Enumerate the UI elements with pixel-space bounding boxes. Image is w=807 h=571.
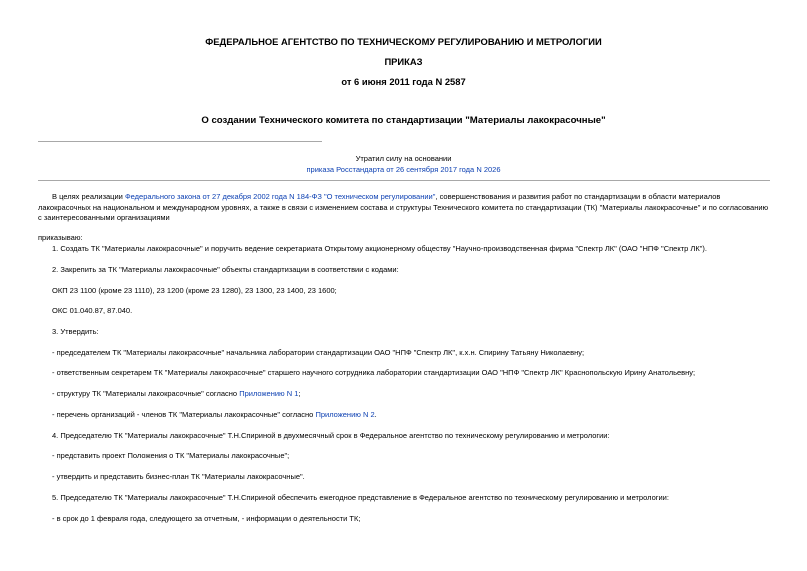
federal-law-link[interactable]: Федерального закона от 27 декабря 2002 года N 184-ФЗ "О техническом регулировании" [124,192,436,201]
item-secretary: - ответственным секретарем ТК "Материалы лакокрасочные" старшего научного сотрудника лаборатории стандартизации ОАО "НПФ "Спектр ЛК" Краснопольскую Ирину Анатольевну; [52,368,696,377]
agency-title: ФЕДЕРАЛЬНОЕ АГЕНТСТВО ПО ТЕХНИЧЕСКОМУ РЕГУЛИРОВАНИЮ И МЕТРОЛОГИИ [205,36,602,47]
repeal-order-link[interactable]: приказа Росстандарта от 26 сентября 2017 года N 2026 [306,165,501,174]
item-regulation-draft: - представить проект Положения о ТК "Материалы лакокрасочные"; [52,451,290,460]
item-structure [52,389,784,400]
appendix-2-link[interactable]: Приложению N 2 [315,410,375,419]
item-members-text: - перечень организаций - членов ТК "Материалы лакокрасочные" согласно [52,410,316,419]
doc-date-number: от 6 июня 2011 года N 2587 [341,76,466,87]
doc-type-title: ПРИКАЗ [384,56,423,67]
order-word: приказываю: [38,233,83,242]
divider-long [38,180,770,181]
divider-short [38,141,322,142]
item-members-end: . [374,410,377,419]
item-annual-info: - в срок до 1 февраля года, следующего за отчетным, - информации о деятельности ТК; [52,514,361,523]
item-business-plan: - утвердить и представить бизнес-план ТК "Материалы лакокрасочные". [52,472,305,481]
item-chairman: - председателем ТК "Материалы лакокрасочные" начальника лаборатории стандартизации ОАО "НПФ "Спектр ЛК", к.х.н. Спирину Татьяну Николаевну; [52,348,585,357]
status-note-text: Утратил силу на основании [355,154,452,163]
item-oks-codes: ОКС 01.040.87, 87.040. [52,306,133,315]
preamble-paragraph [38,192,770,224]
item-structure-end: ; [298,389,301,398]
item-3: 3. Утвердить: [52,327,99,336]
appendix-1-link[interactable]: Приложению N 1 [239,389,299,398]
preamble-text-2: , совершенствования и развития работ по стандартизации в области материалов лакокрасочных на национальном и международном уровнях, а также в связи с изменением состава и структуры Технического комитета по стандартизации (ТК) "Материалы лакокрасочные" и по согласованию с заинтересованными организациями [38,192,769,222]
doc-subject: О создании Технического комитета по стандартизации "Материалы лакокрасочные" [201,115,606,126]
item-1: 1. Создать ТК "Материалы лакокрасочные" и поручить ведение секретариата Открытому акционерному обществу "Научно-производственная фирма "Спектр ЛК" (ОАО "НПФ "Спектр ЛК"). [52,244,707,253]
item-okp-codes: ОКП 23 1100 (кроме 23 1110), 23 1200 (кроме 23 1280), 23 1300, 23 1400, 23 1600; [52,286,337,295]
preamble-text-1: В целях реализации [52,192,125,201]
status-note-line [0,165,807,174]
item-members [52,410,784,421]
item-5: 5. Председателю ТК "Материалы лакокрасочные" Т.Н.Спириной обеспечить ежегодное представление в Федеральное агентство по техническому регулированию и метрологии: [52,493,669,502]
item-4: 4. Председателю ТК "Материалы лакокрасочные" Т.Н.Спириной в двухмесячный срок в Федеральное агентство по техническому регулированию и метрологии: [52,431,610,440]
item-2: 2. Закрепить за ТК "Материалы лакокрасочные" объекты стандартизации в соответствии с кодами: [52,265,399,274]
item-structure-text: - структуру ТК "Материалы лакокрасочные" согласно [52,389,240,398]
